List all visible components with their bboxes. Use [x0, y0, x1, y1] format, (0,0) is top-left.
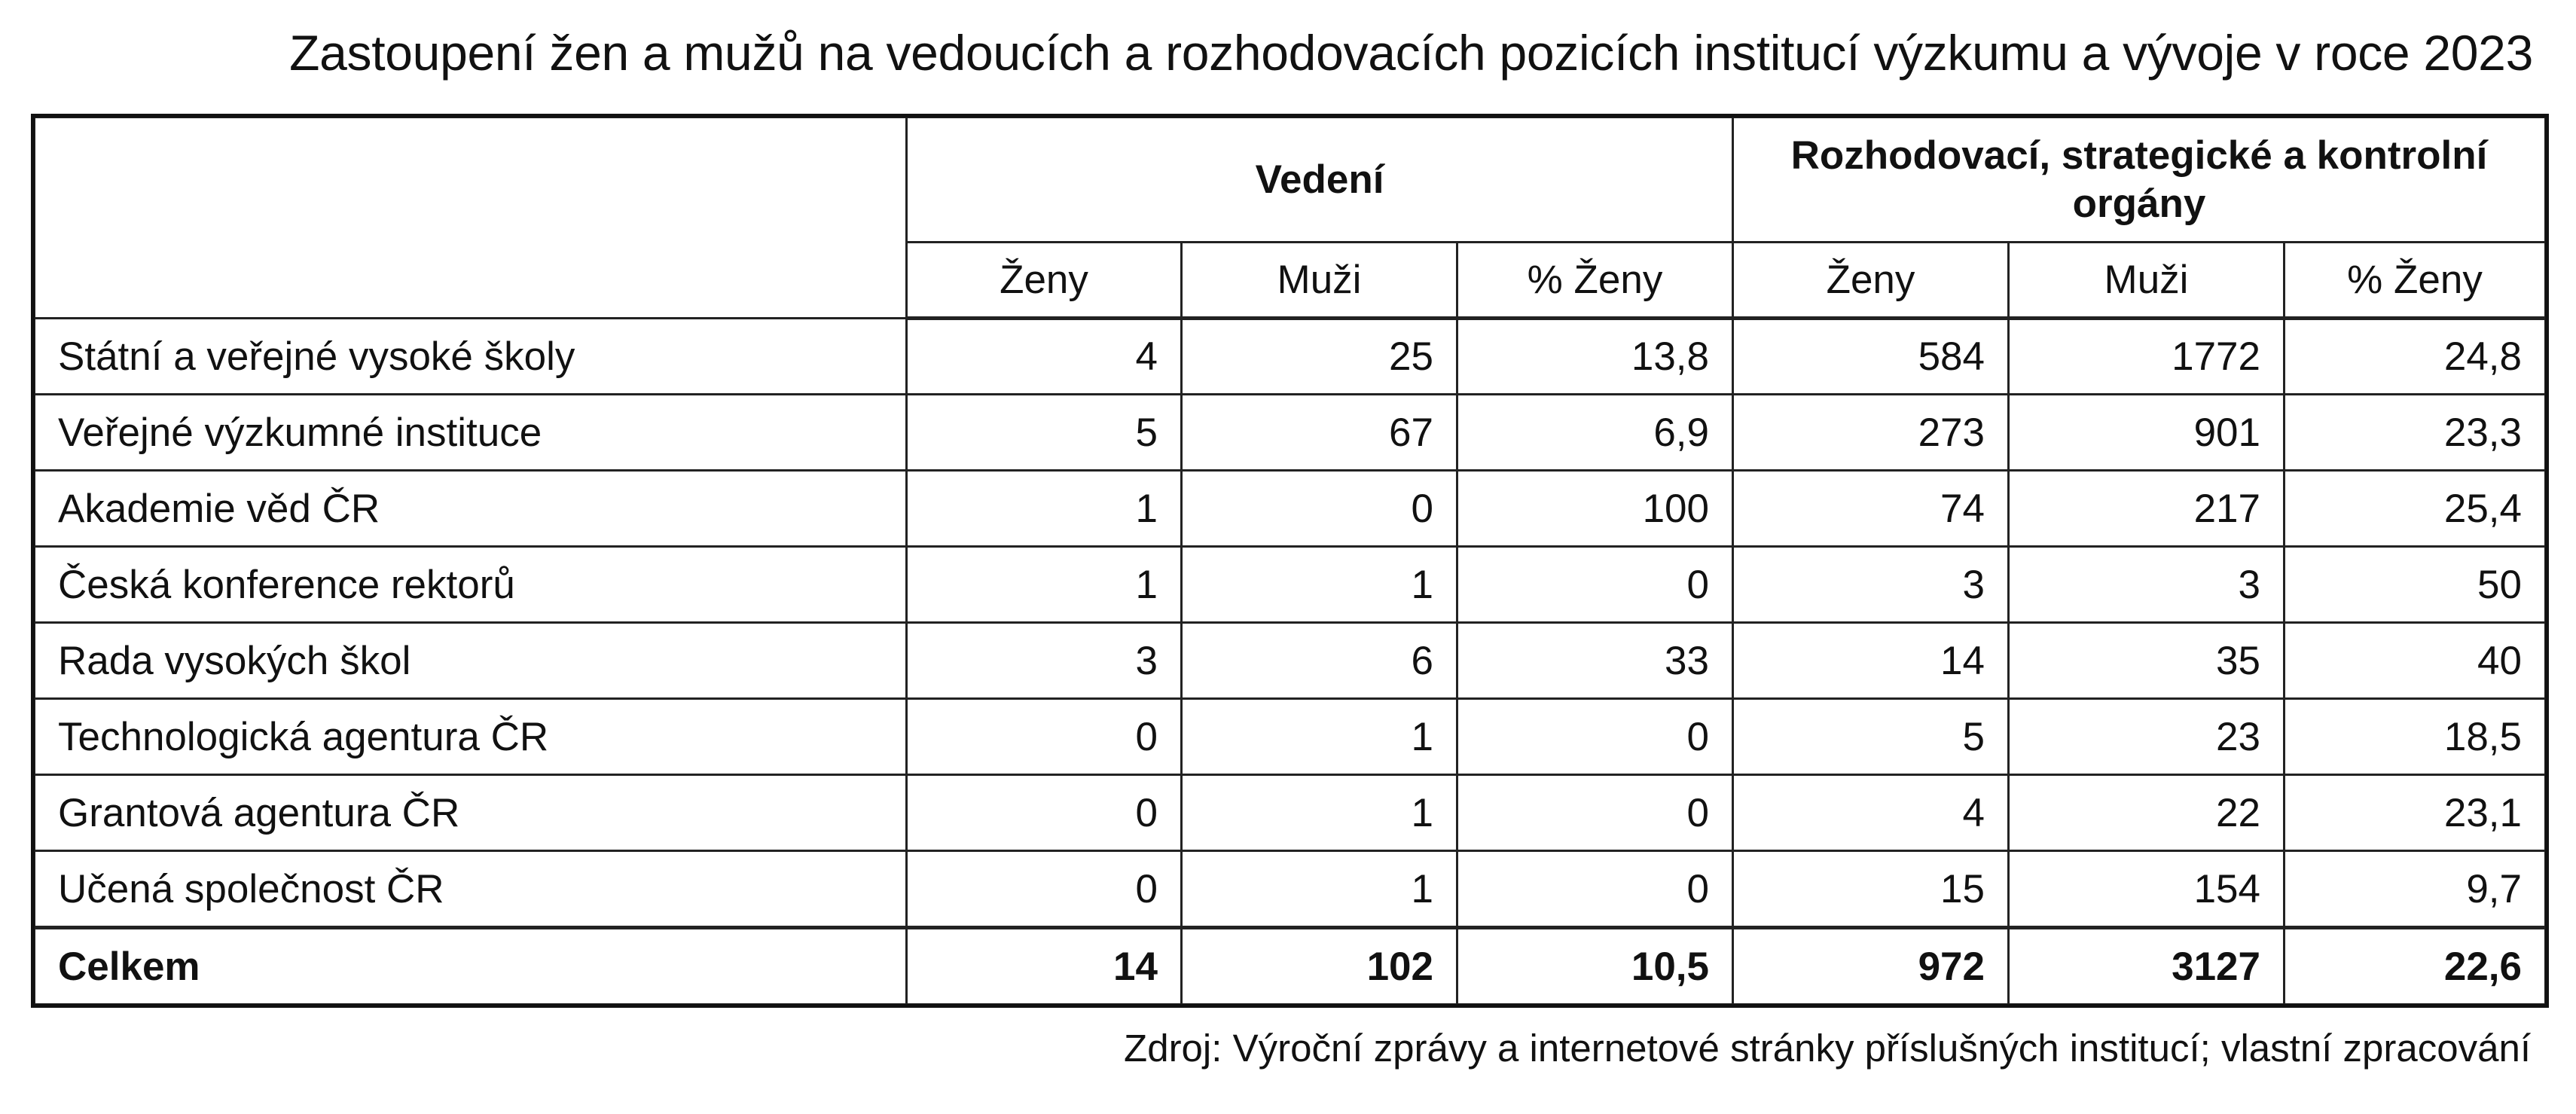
table-body — [35, 319, 2546, 1005]
table-cell: 5 — [1733, 699, 2009, 775]
table-cell: 0 — [1457, 775, 1733, 851]
table-cell: 0 — [1457, 851, 1733, 928]
table-cell: 0 — [1182, 471, 1457, 547]
table-cell: 18,5 — [2285, 699, 2546, 775]
row-label: Česká konference rektorů — [35, 547, 907, 623]
table-cell: 102 — [1182, 928, 1457, 1005]
table-cell: 1772 — [2009, 319, 2285, 395]
table-cell: 0 — [907, 851, 1182, 928]
table-cell: 901 — [2009, 395, 2285, 471]
table-row — [35, 623, 2546, 699]
table-cell: 1 — [1182, 699, 1457, 775]
table-cell: 67 — [1182, 395, 1457, 471]
table-cell: 9,7 — [2285, 851, 2546, 928]
table-cell: 5 — [907, 395, 1182, 471]
table-cell: 25 — [1182, 319, 1457, 395]
table-cell: 6,9 — [1457, 395, 1733, 471]
table-cell: 50 — [2285, 547, 2546, 623]
table-cell: 100 — [1457, 471, 1733, 547]
table-cell: 972 — [1733, 928, 2009, 1005]
row-label: Veřejné výzkumné instituce — [35, 395, 907, 471]
data-table — [33, 116, 2547, 1006]
table-cell: 25,4 — [2285, 471, 2546, 547]
table-cell: 1 — [1182, 775, 1457, 851]
column-header: Muži — [1182, 243, 1457, 319]
table-cell: 22,6 — [2285, 928, 2546, 1005]
table-cell: 23,3 — [2285, 395, 2546, 471]
table-cell: 154 — [2009, 851, 2285, 928]
table-row — [35, 395, 2546, 471]
group-header-organy: Rozhodovací, strategické a kontrolní orgány — [1733, 118, 2546, 243]
table-row — [35, 699, 2546, 775]
table-cell: 74 — [1733, 471, 2009, 547]
table-cell: 0 — [907, 699, 1182, 775]
table-cell: 10,5 — [1457, 928, 1733, 1005]
row-label: Grantová agentura ČR — [35, 775, 907, 851]
table-cell: 3 — [1733, 547, 2009, 623]
table-cell: 0 — [1457, 699, 1733, 775]
table-cell: 14 — [907, 928, 1182, 1005]
row-label: Rada vysokých škol — [35, 623, 907, 699]
table-cell: 14 — [1733, 623, 2009, 699]
table-cell: 23 — [2009, 699, 2285, 775]
table-title: Zastoupení žen a mužů na vedoucích a rozhodovacích pozicích institucí výzkumu a vývoje v roce 2023 — [289, 25, 2533, 81]
total-row — [35, 928, 2546, 1005]
table-cell: 40 — [2285, 623, 2546, 699]
table-cell: 6 — [1182, 623, 1457, 699]
group-header-row — [35, 118, 2546, 243]
table-cell: 1 — [907, 547, 1182, 623]
column-header: Ženy — [1733, 243, 2009, 319]
table-row — [35, 547, 2546, 623]
table-cell: 0 — [907, 775, 1182, 851]
table-row — [35, 851, 2546, 928]
table-cell: 13,8 — [1457, 319, 1733, 395]
table-cell: 3127 — [2009, 928, 2285, 1005]
group-header-vedeni: Vedení — [907, 118, 1733, 243]
row-label: Technologická agentura ČR — [35, 699, 907, 775]
table-cell: 35 — [2009, 623, 2285, 699]
table-cell: 24,8 — [2285, 319, 2546, 395]
table-row — [35, 775, 2546, 851]
table-cell: 15 — [1733, 851, 2009, 928]
table-cell: 1 — [907, 471, 1182, 547]
table-cell: 23,1 — [2285, 775, 2546, 851]
source-note: Zdroj: Výroční zprávy a internetové stránky příslušných institucí; vlastní zpracování — [1124, 1027, 2531, 1070]
table-cell: 3 — [907, 623, 1182, 699]
row-label: Akademie věd ČR — [35, 471, 907, 547]
table-cell: 1 — [1182, 851, 1457, 928]
table-row — [35, 471, 2546, 547]
table-cell: 33 — [1457, 623, 1733, 699]
table-cell: 0 — [1457, 547, 1733, 623]
table-cell: 217 — [2009, 471, 2285, 547]
table-cell: 1 — [1182, 547, 1457, 623]
column-header: % Ženy — [2285, 243, 2546, 319]
row-label: Státní a veřejné vysoké školy — [35, 319, 907, 395]
column-header: Ženy — [907, 243, 1182, 319]
table-cell: 584 — [1733, 319, 2009, 395]
corner-cell — [35, 118, 907, 319]
column-header: Muži — [2009, 243, 2285, 319]
table-cell: 4 — [1733, 775, 2009, 851]
table-cell: 273 — [1733, 395, 2009, 471]
table-cell: 3 — [2009, 547, 2285, 623]
column-header: % Ženy — [1457, 243, 1733, 319]
table-cell: 4 — [907, 319, 1182, 395]
table-row — [35, 319, 2546, 395]
table-cell: 22 — [2009, 775, 2285, 851]
row-label: Učená společnost ČR — [35, 851, 907, 928]
total-label: Celkem — [35, 928, 907, 1005]
